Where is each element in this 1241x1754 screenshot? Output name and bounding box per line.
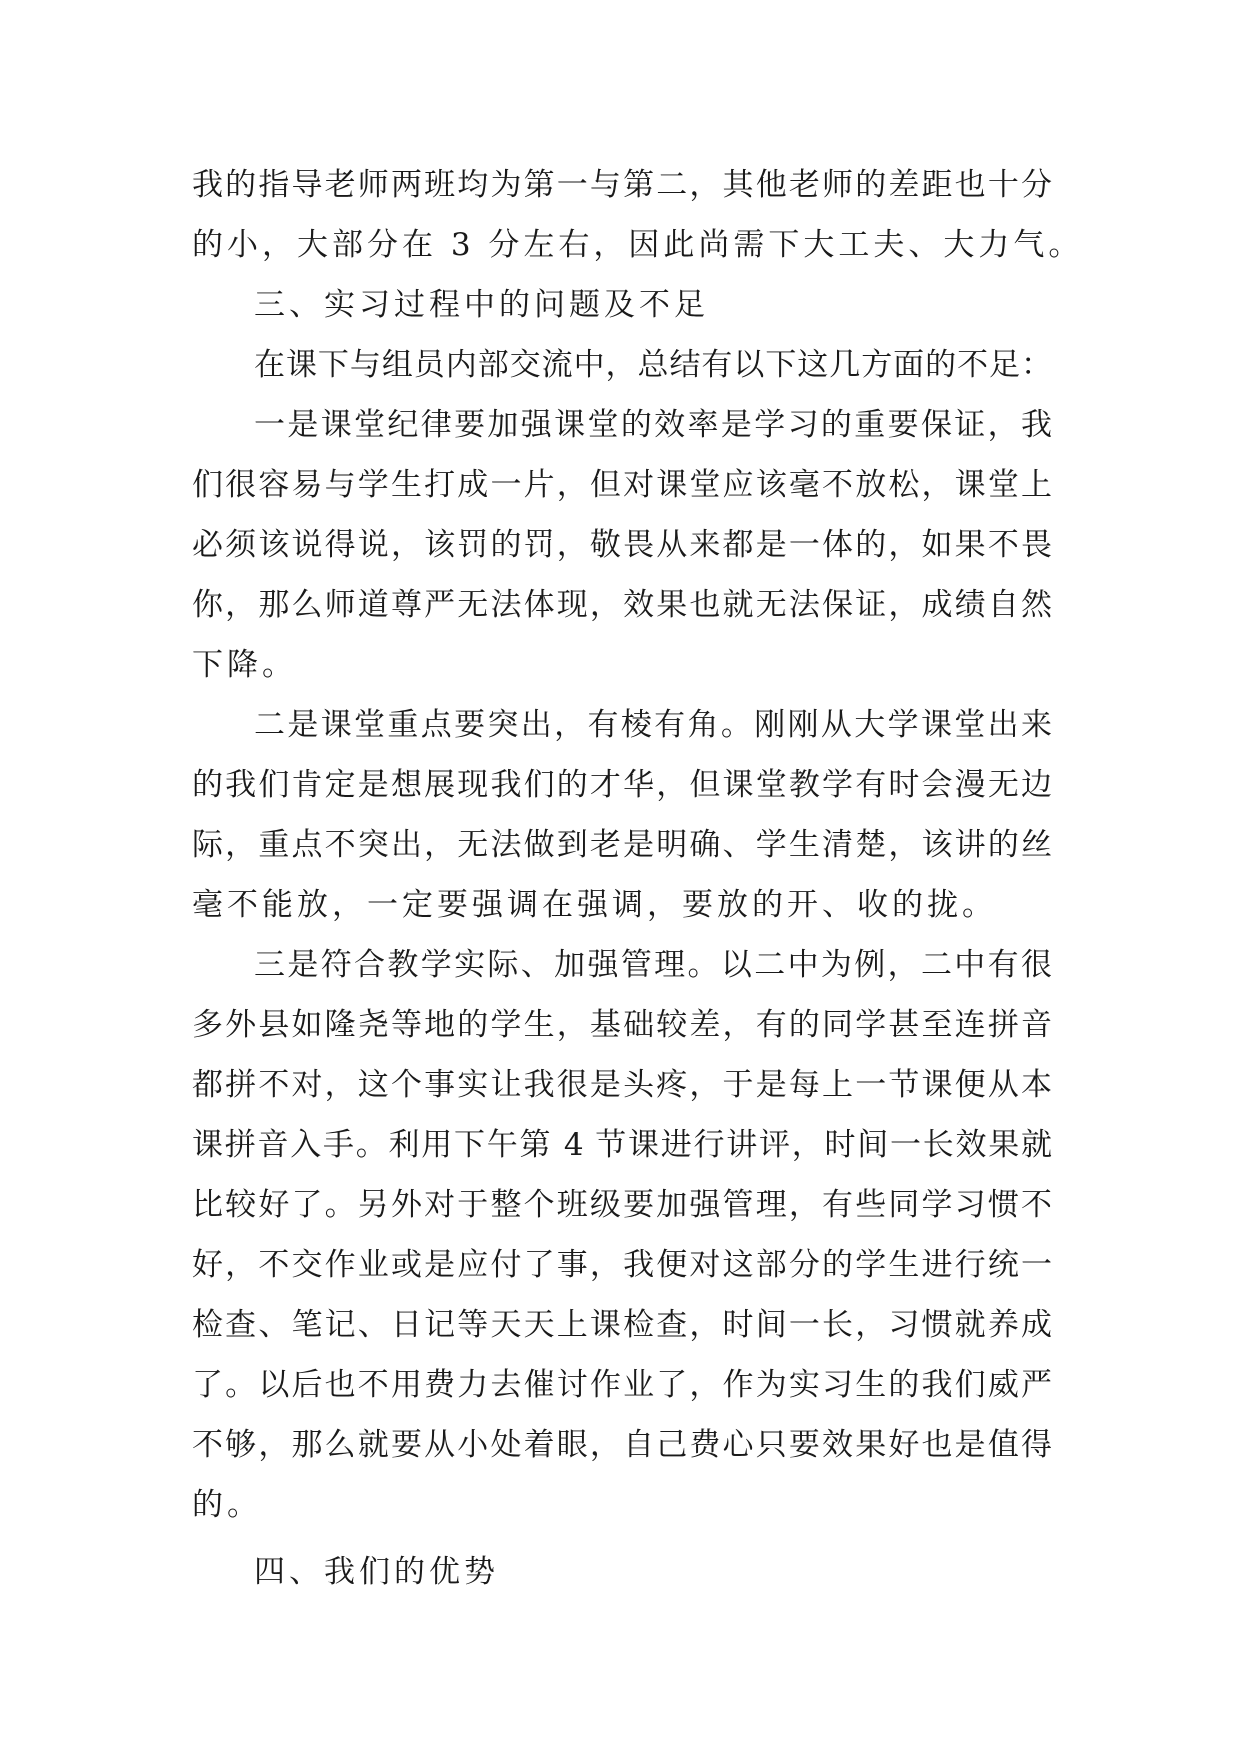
text-line: 的小，大部分在 3 分左右，因此尚需下大工夫、大力气。: [192, 227, 1084, 263]
text-line: 的我们肯定是想展现我们的才华，但课堂教学有时会漫无边: [192, 767, 1052, 803]
text-line: 我的指导老师两班均为第一与第二，其他老师的差距也十分: [192, 167, 1052, 203]
text-line: 检查、笔记、日记等天天上课检查，时间一长，习惯就养成: [192, 1307, 1052, 1343]
section-heading: 四、我们的优势: [254, 1554, 499, 1590]
section-heading: 三、实习过程中的问题及不足: [254, 287, 709, 323]
text-line: 在课下与组员内部交流中，总结有以下这几方面的不足：: [254, 347, 1052, 383]
text-line: 比较好了。另外对于整个班级要加强管理，有些同学习惯不: [192, 1187, 1052, 1223]
text-line: 的。: [192, 1487, 262, 1523]
text-line: 必须该说得说，该罚的罚，敬畏从来都是一体的，如果不畏: [192, 527, 1052, 563]
text-line: 一是课堂纪律要加强课堂的效率是学习的重要保证，我: [254, 407, 1052, 443]
text-line: 下降。: [192, 647, 297, 683]
text-line: 不够，那么就要从小处着眼，自己费心只要效果好也是值得: [192, 1427, 1052, 1463]
text-line: 际，重点不突出，无法做到老是明确、学生清楚，该讲的丝: [192, 827, 1052, 863]
text-line: 你，那么师道尊严无法体现，效果也就无法保证，成绩自然: [192, 587, 1052, 623]
text-line: 都拼不对，这个事实让我很是头疼，于是每上一节课便从本: [192, 1067, 1052, 1103]
text-line: 们很容易与学生打成一片，但对课堂应该毫不放松，课堂上: [192, 467, 1052, 503]
text-line: 多外县如隆尧等地的学生，基础较差，有的同学甚至连拼音: [192, 1007, 1052, 1043]
text-line: 二是课堂重点要突出，有棱有角。刚刚从大学课堂出来: [254, 707, 1052, 743]
text-line: 毫不能放，一定要强调在强调，要放的开、收的拢。: [192, 887, 997, 923]
text-line: 了。以后也不用费力去催讨作业了，作为实习生的我们威严: [192, 1367, 1052, 1403]
text-line: 三是符合教学实际、加强管理。以二中为例，二中有很: [254, 947, 1052, 983]
text-line: 课拼音入手。利用下午第 4 节课进行讲评，时间一长效果就: [192, 1127, 1052, 1163]
text-line: 好，不交作业或是应付了事，我便对这部分的学生进行统一: [192, 1247, 1052, 1283]
